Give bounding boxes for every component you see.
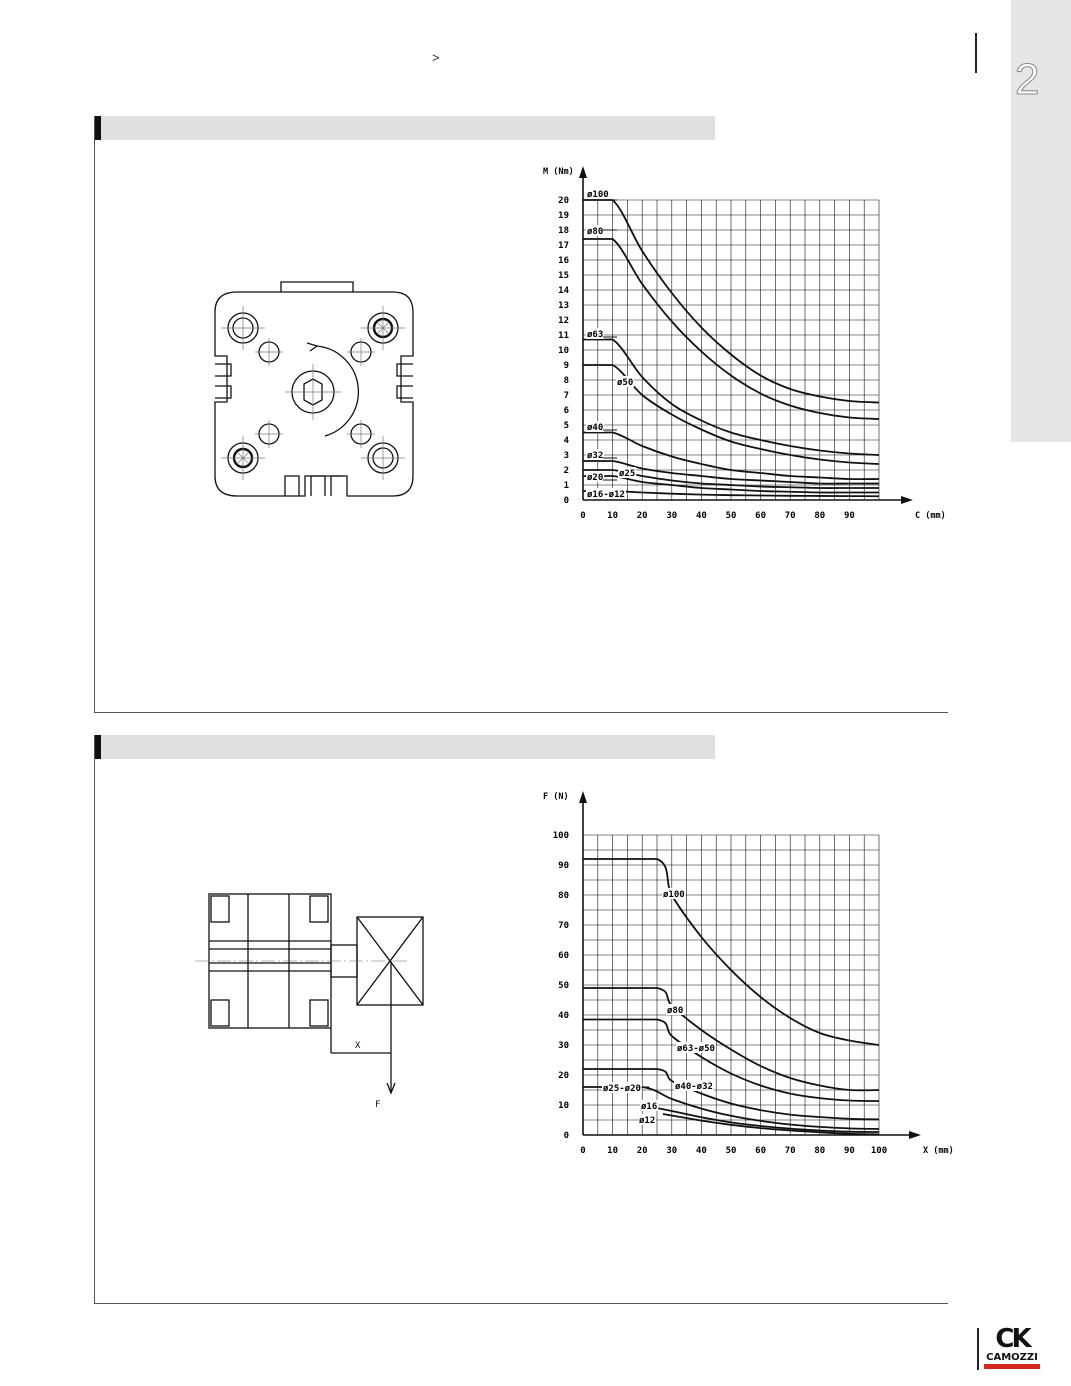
curve-label: ø20 [587,473,604,483]
x-tick-label: 90 [843,511,855,521]
y-tick-label: 50 [558,981,569,991]
y-tick-label: 10 [558,346,569,356]
brand-logo: CK CAMOZZI [984,1326,1040,1370]
force-label: F [375,1100,381,1110]
footer-divider [977,1328,979,1370]
curve-label: ø63-ø50 [677,1044,715,1054]
curve-label: ø32 [587,451,604,461]
y-axis-label: F (N) [543,792,569,802]
x-tick-label: 30 [666,1146,678,1156]
x-tick-label: 50 [725,1146,737,1156]
curve-label: ø100 [663,890,685,900]
y-axis-arrow [579,166,587,178]
y-tick-label: 6 [563,406,569,416]
x-tick-label: 80 [814,1146,826,1156]
y-tick-label: 1 [563,481,569,491]
chapter-tab[interactable] [1011,0,1071,442]
y-tick-label: 0 [563,496,569,506]
y-tick-label: 3 [563,451,569,461]
y-tick-label: 13 [558,301,569,311]
curve-label: ø40 [587,423,604,433]
x-tick-label: 60 [755,1146,767,1156]
curve-label: ø25-ø20 [603,1084,641,1094]
y-tick-label: 90 [558,861,569,871]
x-tick-label: 100 [870,1146,888,1156]
y-tick-label: 40 [558,1011,569,1021]
y-tick-label: 18 [558,226,569,236]
x-axis-arrow [901,496,913,504]
section-header-bar [95,116,715,140]
brand-name: CAMOZZI [986,1352,1038,1363]
x-tick-label: 0 [580,511,586,521]
chart-grid [583,200,879,500]
y-tick-label: 17 [558,241,569,251]
x-axis-label: X (mm) [923,1146,954,1156]
section-header-bar [95,735,715,759]
y-tick-label: 11 [558,331,569,341]
x-tick-label: 90 [843,1146,855,1156]
x-tick-label: 60 [755,511,767,521]
x-tick-label: 20 [636,511,648,521]
y-axis-label: M (Nm) [543,167,574,177]
x-axis-label: C (mm) [915,511,946,521]
curve-label: ø16-ø12 [587,490,625,500]
curve-label: ø12 [639,1116,656,1126]
curve-label: ø25 [619,469,636,479]
curve-label: ø63 [587,330,604,340]
y-tick-label: 19 [558,211,569,221]
y-axis-arrow [579,791,587,803]
torque-chart [541,162,946,532]
cylinder-front-view-drawing [207,276,427,501]
y-tick-label: 15 [558,271,569,281]
x-tick-label: 10 [607,511,619,521]
x-tick-label: 20 [636,1146,648,1156]
curve-label: ø80 [587,227,604,237]
x-tick-label: 0 [580,1146,586,1156]
x-tick-label: 10 [607,1146,619,1156]
y-tick-label: 20 [558,1071,569,1081]
y-tick-label: 0 [563,1131,569,1141]
curve-label: ø16 [641,1102,658,1112]
x-tick-label: 40 [695,1146,707,1156]
curve-label: ø100 [587,190,609,200]
y-tick-label: 60 [558,951,569,961]
y-tick-label: 5 [563,421,569,431]
x-tick-label: 40 [695,511,707,521]
y-tick-label: 20 [558,196,569,206]
y-tick-label: 100 [552,831,569,841]
y-tick-label: 4 [563,436,569,446]
y-tick-label: 12 [558,316,569,326]
x-tick-label: 30 [666,511,678,521]
y-tick-label: 80 [558,891,569,901]
section-torque [94,116,948,713]
y-tick-label: 9 [563,361,569,371]
force-chart [541,787,954,1167]
section-force [94,735,954,1304]
x-tick-label: 70 [784,511,796,521]
y-tick-label: 2 [563,466,569,476]
y-tick-label: 7 [563,391,569,401]
chapter-number: 2 [1015,55,1040,104]
x-tick-label: 70 [784,1146,796,1156]
header-divider [975,33,977,73]
y-tick-label: 10 [558,1101,569,1111]
y-tick-label: 16 [558,256,569,266]
x-axis-arrow [909,1131,921,1139]
distance-label: X [355,1041,361,1051]
curve-label: ø40-ø32 [675,1082,713,1092]
curve-label: ø80 [667,1006,684,1016]
x-tick-label: 50 [725,511,737,521]
y-tick-label: 14 [558,286,569,296]
breadcrumb-separator: > [432,50,440,65]
y-tick-label: 70 [558,921,569,931]
y-tick-label: 8 [563,376,569,386]
x-tick-label: 80 [814,511,826,521]
curve-label: ø50 [617,378,634,388]
cylinder-side-view-drawing [191,885,431,1115]
y-tick-label: 30 [558,1041,569,1051]
